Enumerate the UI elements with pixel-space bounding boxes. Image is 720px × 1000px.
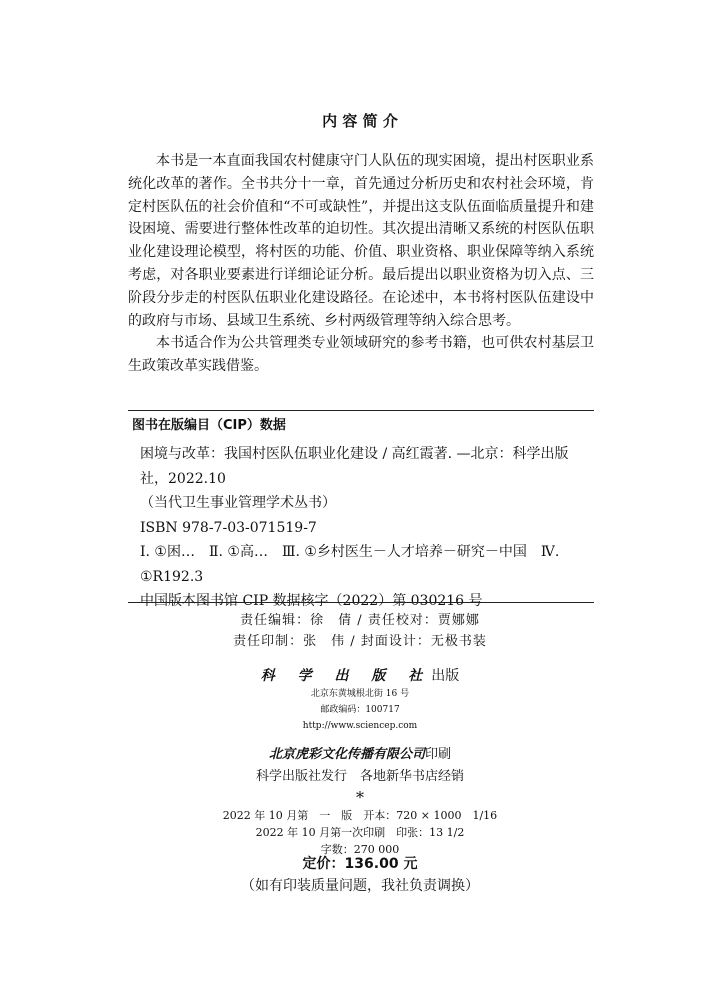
printer-line <box>0 745 720 765</box>
edition-line: 字数：270 000 <box>320 843 400 856</box>
printer-name: 北京虎彩文化传播有限公司 <box>268 747 425 762</box>
cip-line: 困境与改革：我国村医队伍职业化建设 / 高红霞著. —北京：科学出版社，2022.10 <box>140 446 569 487</box>
cip-block <box>132 416 594 614</box>
intro-paragraph: 本书是一本直面我国农村健康守门人队伍的现实困境，提出村医职业系统化改革的著作。全书共分十一章，首先通过分析历史和农村社会环境，肯定村医队伍的社会价值和“不可或缺性”，并提出这支队伍面临质量提升和建设困境、需要进行整体性改革的迫切性。其次提出清晰又系统的村医队伍职业化建设理论模型，将村医的功能、价值、职业资格、职业保障等纳入系统考虑，对各职业要素进行详细论证分析。最后提出以职业资格为切入点、三阶段分步走的村医队伍职业化建设路径。在论述中，本书将村医队伍建设中的政府与市场、县域卫生系统、乡村两级管理等纳入综合思考。 <box>128 153 594 329</box>
credits-line: 责任印制：张 伟 / 封面设计：无极书装 <box>233 634 487 649</box>
separator-star: * <box>356 788 364 807</box>
intro-title: 内 容 简 介 <box>322 112 398 130</box>
credits-line: 责任编辑：徐 倩 / 责任校对：贾娜娜 <box>240 613 480 628</box>
edition-info <box>0 807 720 858</box>
publisher-address: 北京东黄城根北街 16 号 <box>310 689 410 699</box>
price: 定价：136.00 元 <box>302 856 418 872</box>
cip-line: Ⅰ. ①困… Ⅱ. ①高… Ⅲ. ①乡村医生－人才培养－研究－中国 Ⅳ. ①R192.3 <box>140 544 560 585</box>
publisher-block <box>0 666 720 734</box>
publisher-suffix: 出版 <box>431 668 460 684</box>
publisher-name: 科 学 出 版 社 <box>260 668 432 684</box>
intro-text <box>128 150 594 378</box>
credits <box>0 610 720 652</box>
cip-bottom-rule <box>128 602 594 603</box>
quality-notice: （如有印装质量问题，我社负责调换） <box>241 878 479 894</box>
cip-line: ISBN 978-7-03-071519-7 <box>140 519 317 536</box>
edition-line: 2022 年 10 月第 一 版 开本：720 × 1000 1/16 <box>222 809 498 822</box>
publisher-website: http://www.sciencep.com <box>302 721 418 731</box>
intro-paragraph: 本书适合作为公共管理类专业领域研究的参考书籍，也可供农村基层卫生政策改革实践借鉴。 <box>128 335 594 375</box>
edition-line: 2022 年 10 月第一次印刷 印张：13 1/2 <box>255 826 465 839</box>
publisher-postcode: 邮政编码：100717 <box>320 705 400 715</box>
printer-suffix: 印刷 <box>425 747 452 762</box>
cip-line: （当代卫生事业管理学术丛书） <box>140 495 336 511</box>
cip-top-rule <box>128 410 594 411</box>
cip-line: 中国版本图书馆 CIP 数据核字（2022）第 030216 号 <box>140 593 483 609</box>
distribution-line: 科学出版社发行 各地新华书店经销 <box>255 769 464 784</box>
cip-heading: 图书在版编目（CIP）数据 <box>132 418 286 433</box>
